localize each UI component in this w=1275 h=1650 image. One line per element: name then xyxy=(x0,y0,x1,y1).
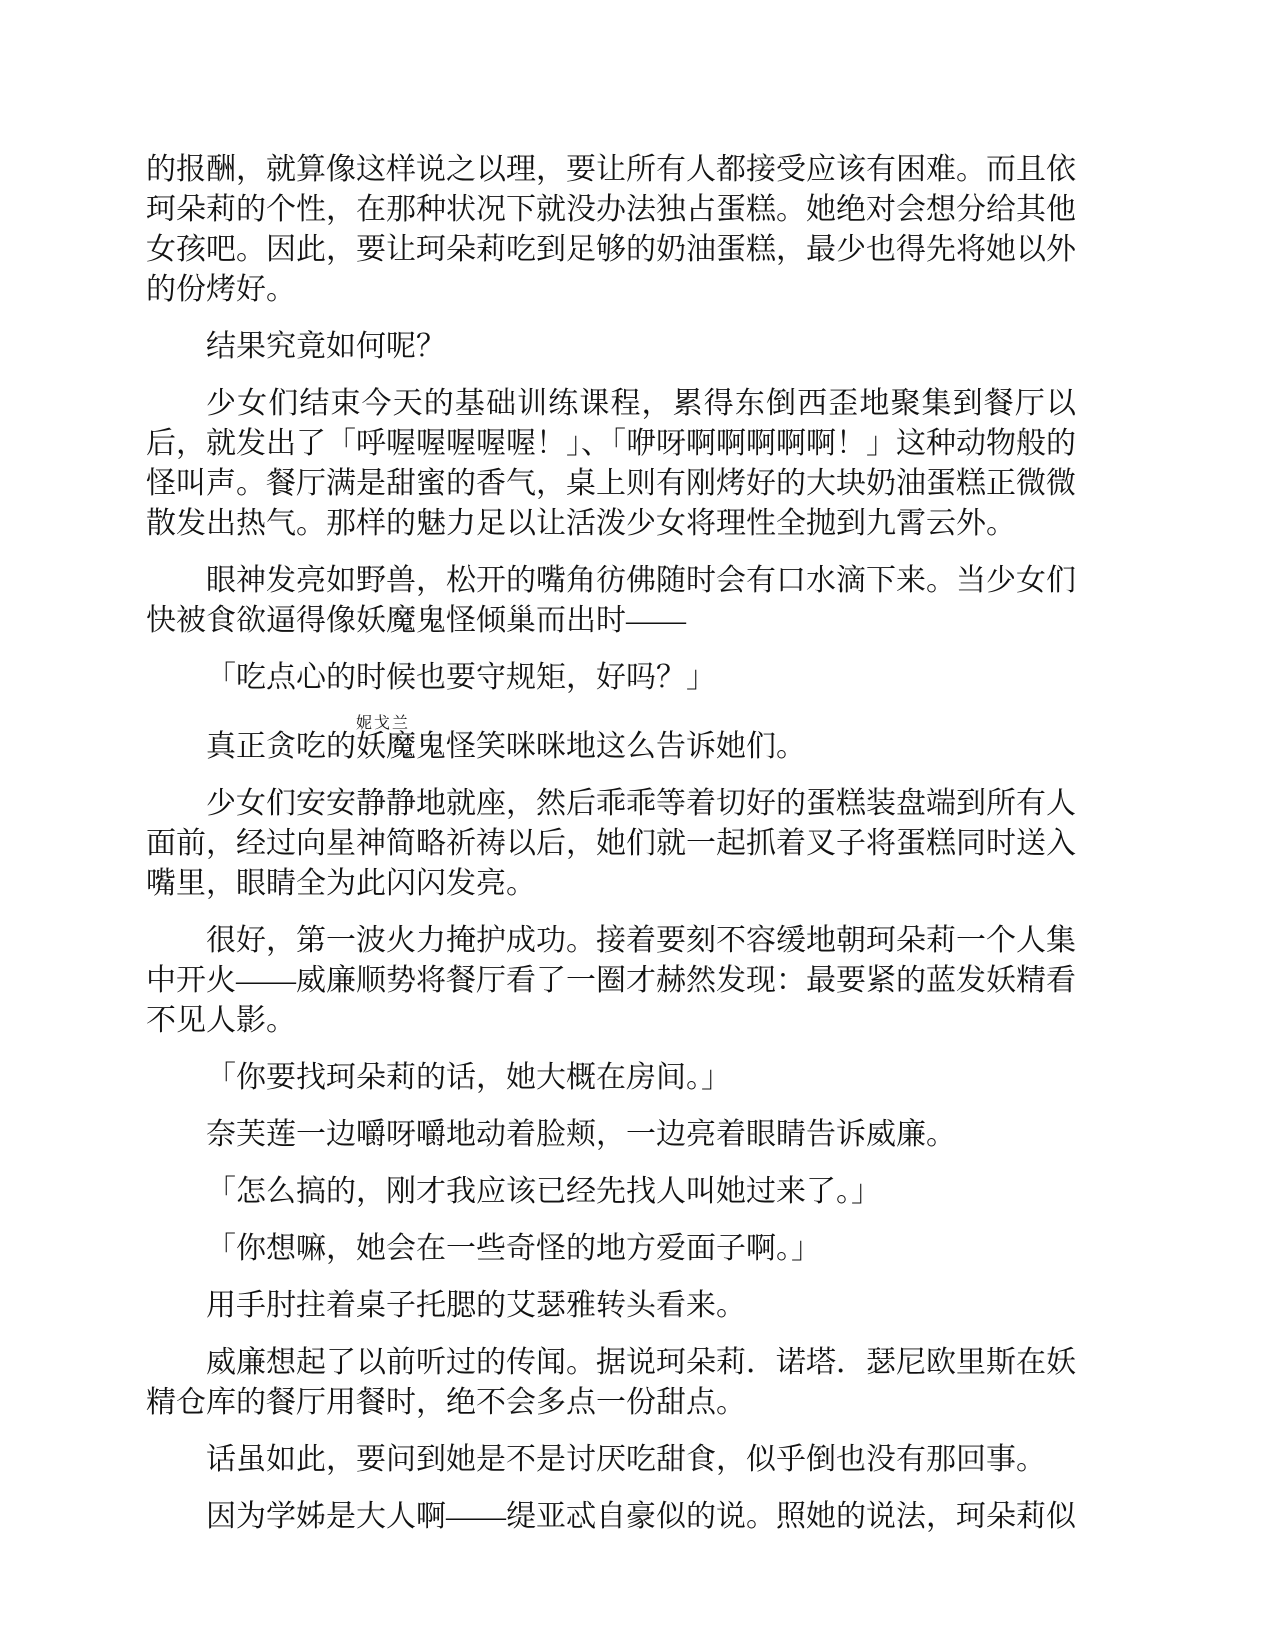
paragraph-4: 眼神发亮如野兽，松开的嘴角彷佛随时会有口水滴下来。当少女们快被食欲逼得像妖魔鬼怪倾巢而出时—— xyxy=(146,564,1076,637)
paragraph-6-with-ruby xyxy=(146,715,1076,767)
paragraph-13: 用手肘拄着桌子托腮的艾瑟雅转头看来。 xyxy=(206,1289,746,1322)
paragraph-2: 结果究竟如何呢？ xyxy=(206,330,446,363)
paragraph-15: 话虽如此，要问到她是不是讨厌吃甜食，似乎倒也没有那回事。 xyxy=(206,1443,1046,1476)
ruby-base-text: 妖魔鬼怪 xyxy=(356,730,476,763)
paragraph-9-dialogue: 「你要找珂朵莉的话，她大概在房间。」 xyxy=(206,1061,731,1094)
ruby-before-text: 真正贪吃的 xyxy=(206,730,356,763)
paragraph-14: 威廉想起了以前听过的传闻。据说珂朵莉．诺塔．瑟尼欧里斯在妖精仓库的餐厅用餐时，绝不会多点一份甜点。 xyxy=(146,1346,1076,1419)
paragraph-10: 奈芙莲一边嚼呀嚼地动着脸颊，一边亮着眼睛告诉威廉。 xyxy=(206,1118,956,1151)
paragraph-8: 很好，第一波火力掩护成功。接着要刻不容缓地朝珂朵莉一个人集中开火——威廉顺势将餐厅看了一圈才赫然发现：最要紧的蓝发妖精看不见人影。 xyxy=(146,924,1076,1037)
paragraph-12-dialogue: 「你想嘛，她会在一些奇怪的地方爱面子啊。」 xyxy=(206,1232,821,1265)
paragraph-16: 因为学姊是大人啊——缇亚忒自豪似的说。照她的说法，珂朵莉似 xyxy=(206,1500,1076,1533)
ruby-gloss-text: 妮戈兰 xyxy=(356,715,476,732)
paragraph-7: 少女们安安静静地就座，然后乖乖等着切好的蛋糕装盘端到所有人面前，经过向星神简略祈祷以后，她们就一起抓着叉子将蛋糕同时送入嘴里，眼睛全为此闪闪发亮。 xyxy=(146,787,1076,900)
paragraph-3: 少女们结束今天的基础训练课程，累得东倒西歪地聚集到餐厅以后，就发出了「呼喔喔喔喔喔！」、「咿呀啊啊啊啊啊！」这种动物般的怪叫声。餐厅满是甜蜜的香气，桌上则有刚烤好的大块奶油蛋糕正微微散发出热气。那样的魅力足以让活泼少女将理性全抛到九霄云外。 xyxy=(146,387,1076,540)
paragraph-1: 的报酬，就算像这样说之以理，要让所有人都接受应该有困难。而且依珂朵莉的个性，在那种状况下就没办法独占蛋糕。她绝对会想分给其他女孩吧。因此，要让珂朵莉吃到足够的奶油蛋糕，最少也得先将她以外的份烤好。 xyxy=(146,153,1076,306)
ruby-annotation-group xyxy=(356,715,476,763)
paragraph-5-dialogue: 「吃点心的时候也要守规矩，好吗？」 xyxy=(206,661,716,694)
paragraph-11-dialogue: 「怎么搞的，刚才我应该已经先找人叫她过来了。」 xyxy=(206,1175,881,1208)
ruby-after-text: 笑咪咪地这么告诉她们。 xyxy=(476,730,806,763)
